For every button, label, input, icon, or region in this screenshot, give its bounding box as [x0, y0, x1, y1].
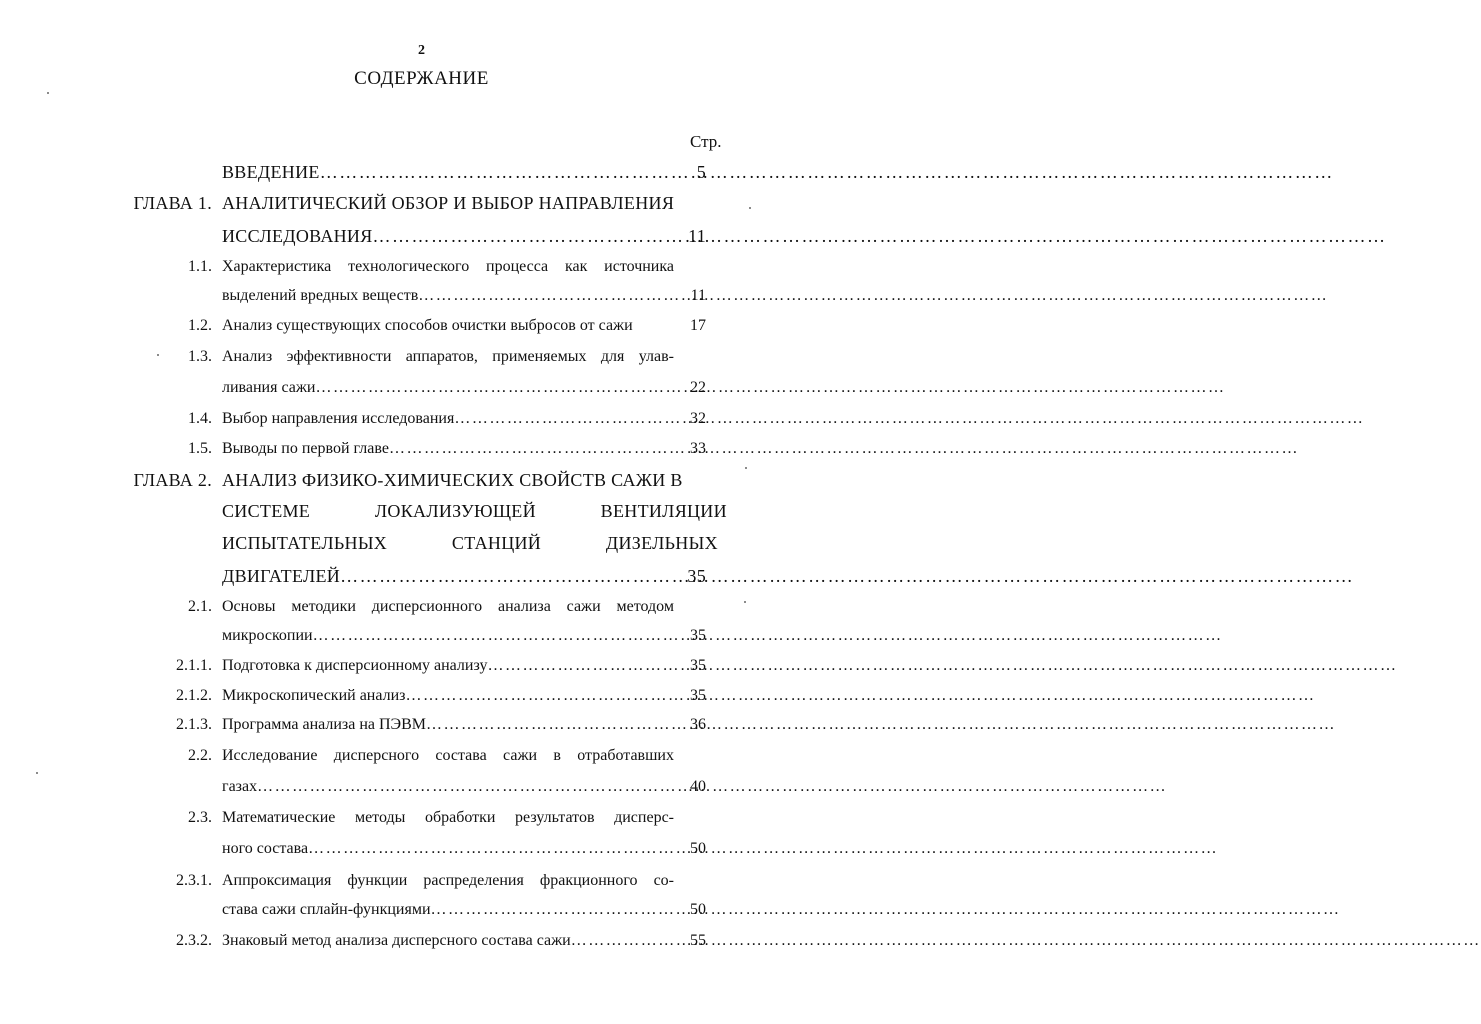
- toc-entry-1-2: [0, 314, 791, 338]
- toc-entry-title: Микроскопический анализ: [222, 687, 406, 704]
- toc-entry-1-1: [0, 255, 791, 279]
- toc-entry-number: 2.3.2.: [176, 932, 212, 949]
- toc-entry-page: 22: [690, 379, 706, 396]
- toc-entry-number: 2.3.: [188, 809, 212, 826]
- scan-speck: [745, 467, 747, 469]
- toc-entry-page: 32: [690, 410, 706, 427]
- toc-entry-title: Выбор направления исследования: [222, 410, 455, 427]
- toc-entry-2-2: [0, 744, 791, 768]
- toc-entry-2-1: [0, 595, 791, 619]
- toc-entry-2-1-3: [0, 713, 791, 737]
- toc-entry-page: 36: [690, 716, 706, 733]
- toc-entry-page: 40: [690, 778, 706, 795]
- toc-entry-number: 2.1.1.: [176, 657, 212, 674]
- toc-entry-number: 1.2.: [188, 317, 212, 334]
- toc-entry-number: 2.1.2.: [176, 687, 212, 704]
- scan-speck: [47, 92, 49, 94]
- toc-entry-page: 33: [690, 440, 706, 457]
- toc-entry-title: Анализ существующих способов очистки выбросов от сажи: [222, 317, 633, 334]
- toc-entry-page: 35: [690, 627, 706, 644]
- toc-entry-title: Подготовка к дисперсионному анализу: [222, 657, 488, 674]
- toc-entry-2-2-cont: [0, 775, 791, 799]
- toc-entry-title: АНАЛИТИЧЕСКИЙ ОБЗОР И ВЫБОР НАПРАВЛЕНИЯ: [222, 193, 675, 213]
- toc-entry-introduction: [0, 160, 791, 184]
- toc-entry-2-3-2: [0, 929, 791, 953]
- toc-entry-page: 17: [690, 317, 706, 334]
- toc-entry-title: Основы методики дисперсионного анализа сажи методом: [222, 598, 674, 615]
- toc-entry-1-4: [0, 407, 791, 431]
- toc-entry-2-3-1-cont: [0, 898, 791, 922]
- toc-entry-page: 11: [688, 226, 706, 246]
- toc-entry-title: Исследование дисперсного состава сажи в отработавших: [222, 747, 674, 764]
- toc-entry-title: Анализ эффективности аппаратов, применяемых для улав-: [222, 348, 674, 365]
- toc-entry-2-1-2: [0, 684, 791, 708]
- toc-entry-title-cont: газах: [222, 778, 258, 795]
- toc-entry-page: 5: [696, 162, 706, 182]
- toc-entry-chapter-2-line-2: [0, 499, 791, 523]
- toc-entry-number: 1.1.: [188, 258, 212, 275]
- scan-speck: [749, 207, 751, 209]
- toc-entry-page: 35: [690, 657, 706, 674]
- toc-entry-number: 2.3.1.: [176, 872, 212, 889]
- toc-entry-1-3-cont: [0, 376, 791, 400]
- toc-entry-chapter-2: [0, 468, 791, 492]
- toc-entry-chapter-1: [0, 191, 791, 215]
- toc-entry-title-cont: ливания сажи: [222, 379, 316, 396]
- toc-entry-2-3: [0, 806, 791, 830]
- scan-speck: [36, 772, 38, 774]
- toc-entry-title: ВВЕДЕНИЕ: [222, 162, 320, 182]
- toc-entry-number: ГЛАВА 1.: [133, 193, 212, 213]
- toc-entry-title: Знаковый метод анализа дисперсного состава сажи: [222, 932, 571, 949]
- toc-entry-page: 35: [687, 566, 706, 586]
- scan-speck: [157, 354, 159, 356]
- toc-entry-2-3-cont: [0, 837, 791, 861]
- page-title: СОДЕРЖАНИЕ: [354, 68, 489, 89]
- toc-entry-title-cont: ИСПЫТАТЕЛЬНЫХ СТАНЦИЙ ДИЗЕЛЬНЫХ: [222, 533, 718, 553]
- toc-entry-title: Математические методы обработки результатов дисперс-: [222, 809, 674, 826]
- toc-entry-number: ГЛАВА 2.: [133, 470, 212, 490]
- toc-entry-1-1-cont: [0, 284, 791, 308]
- toc-entry-chapter-2-line-3: [0, 531, 791, 555]
- toc-entry-number: 1.5.: [188, 440, 212, 457]
- toc-entry-number: 2.1.3.: [176, 716, 212, 733]
- page-column-header: Стр.: [690, 132, 722, 151]
- toc-entry-page: 35: [690, 687, 706, 704]
- toc-entry-number: 1.4.: [188, 410, 212, 427]
- toc-entry-title-cont: ДВИГАТЕЛЕЙ: [222, 566, 341, 586]
- toc-entry-title: Программа анализа на ПЭВМ: [222, 716, 427, 733]
- toc-entry-title: Выводы по первой главе: [222, 440, 389, 457]
- toc-entry-page: 50: [690, 901, 706, 918]
- toc-entry-chapter-2-line-4: [0, 564, 791, 588]
- toc-entry-1-3: [0, 345, 791, 369]
- toc-entry-number: 2.1.: [188, 598, 212, 615]
- toc-entry-title-cont: выделений вредных веществ: [222, 287, 419, 304]
- toc-entry-title: Аппроксимация функции распределения фракционного со-: [222, 872, 674, 889]
- toc-entry-number: 1.3.: [188, 348, 212, 365]
- page-number: 2: [418, 43, 425, 58]
- toc-entry-title: АНАЛИЗ ФИЗИКО-ХИМИЧЕСКИХ СВОЙСТВ САЖИ В: [222, 470, 683, 490]
- toc-entry-title-cont: микроскопии: [222, 627, 313, 644]
- toc-entry-title-cont: ИССЛЕДОВАНИЯ: [222, 226, 373, 246]
- toc-entry-chapter-1-cont: [0, 224, 791, 248]
- toc-entry-title-cont: СИСТЕМЕ ЛОКАЛИЗУЮЩЕЙ ВЕНТИЛЯЦИИ: [222, 501, 727, 521]
- toc-entry-page: 11: [690, 287, 706, 304]
- toc-entry-2-3-1: [0, 869, 791, 893]
- toc-entry-number: 2.2.: [188, 747, 212, 764]
- toc-entry-title-cont: ного состава: [222, 840, 309, 857]
- toc-entry-title-cont: става сажи сплайн-функциями: [222, 901, 431, 918]
- scan-speck: [744, 601, 746, 603]
- toc-entry-1-5: [0, 437, 791, 461]
- toc-entry-2-1-1: [0, 654, 791, 678]
- toc-entry-page: 50: [690, 840, 706, 857]
- toc-entry-title: Характеристика технологического процесса как источника: [222, 258, 674, 275]
- toc-entry-2-1-cont: [0, 624, 791, 648]
- toc-entry-page: 55: [690, 932, 706, 949]
